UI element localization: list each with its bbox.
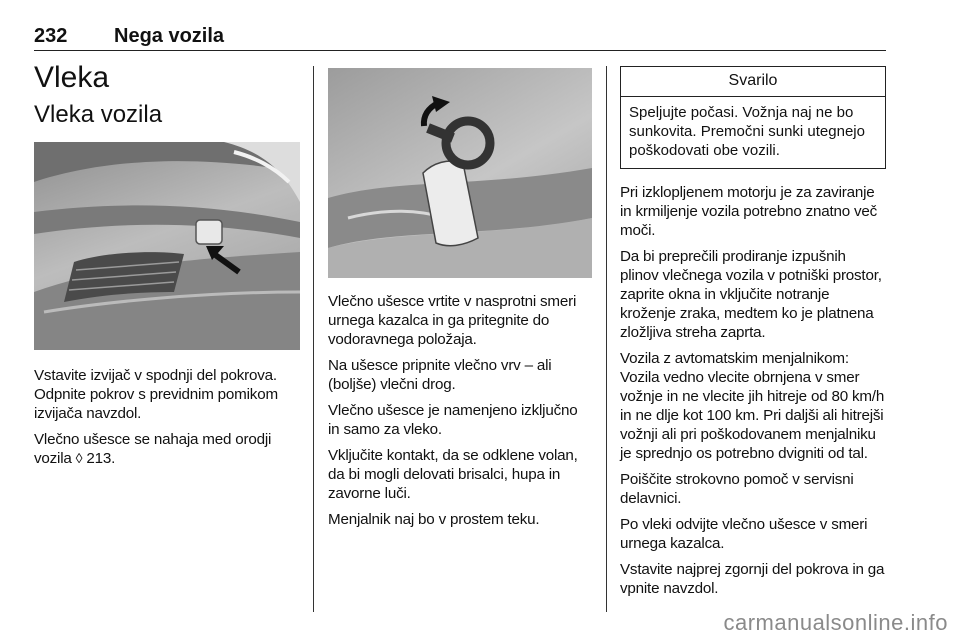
section-heading: Vleka [34,61,110,94]
column-3 [620,60,886,605]
instruction-paragraph: Da bi preprečili prodiranje izpušnih plinov vlečnega vozila v potniški prostor, zaprite okna in vključite notranje kroženje zraka, medtem ko je platnena zložljiva streha zaprta. [620,248,882,341]
instruction-paragraph: Poiščite strokovno pomoč v servisni delavnici. [620,471,854,507]
page-reference-arrow-icon: ◊ [75,450,83,466]
towing-eye-installation-illustration-icon [328,68,592,278]
watermark: carmanualsonline.info [723,610,948,635]
column-divider-2 [606,66,607,612]
column-2 [328,60,592,536]
instruction-paragraph: Po vleki odvijte vlečno ušesce v smeri urnega kazalca. [620,516,868,552]
instruction-paragraph: Na ušesce pripnite vlečno vrv – ali (boljše) vlečni drog. [328,357,552,393]
paragraph-text: Vlečno ušesce se nahaja med orodji vozila [34,431,272,467]
bumper-cover-illustration [34,142,300,350]
towing-eye-illustration [328,68,592,278]
instruction-paragraph: Vstavite najprej zgornji del pokrova in ga vpnite navzdol. [620,561,885,597]
warning-box [620,66,886,169]
instruction-paragraph: Vozila z avtomatskim menjalnikom: Vozila vedno vlecite obrnjena v smer vožnje in ne vlecite jih hitreje od 80 km/h in ne dlje kot 100 km. Pri daljši ali hitrejši vožnji ali pri poškodovanem menjalniku je sprednjo os potrebno dvigniti od tal. [620,350,885,462]
subsection-heading: Vleka vozila [34,101,163,128]
column-1 [34,60,300,475]
page-reference: 213. [86,450,116,467]
page-number: 232 [34,25,68,47]
instruction-paragraph: Vključite kontakt, da se odklene volan, da bi mogli delovati brisalci, hupa in zavorne luči. [328,447,578,502]
instruction-paragraph: Vlečno ušesce vrtite v nasprotni smeri urnega kazalca in ga pritegnite do vodoravnega položaja. [328,293,577,348]
instruction-paragraph: Menjalnik naj bo v prostem teku. [328,511,540,528]
warning-title: Svarilo [621,67,885,97]
instruction-paragraph: Vstavite izvijač v spodnji del pokrova. Odpnite pokrov s previdnim pomikom izvijača navzdol. [34,367,278,422]
page-header [34,22,886,51]
car-front-bumper-cover-arrow-illustration-icon [34,142,300,350]
instruction-paragraph: Vlečno ušesce je namenjeno izključno in samo za vleko. [328,402,578,438]
running-title: Nega vozila [114,25,225,47]
instruction-paragraph: Pri izklopljenem motorju je za zaviranje in krmiljenje vozila potrebno znatno več moči. [620,184,878,239]
warning-body: Speljujte počasi. Vožnja naj ne bo sunkovita. Premočni sunki utegnejo poškodovati obe vozili. [629,104,865,159]
column-divider-1 [313,66,314,612]
instruction-paragraph [34,430,300,468]
